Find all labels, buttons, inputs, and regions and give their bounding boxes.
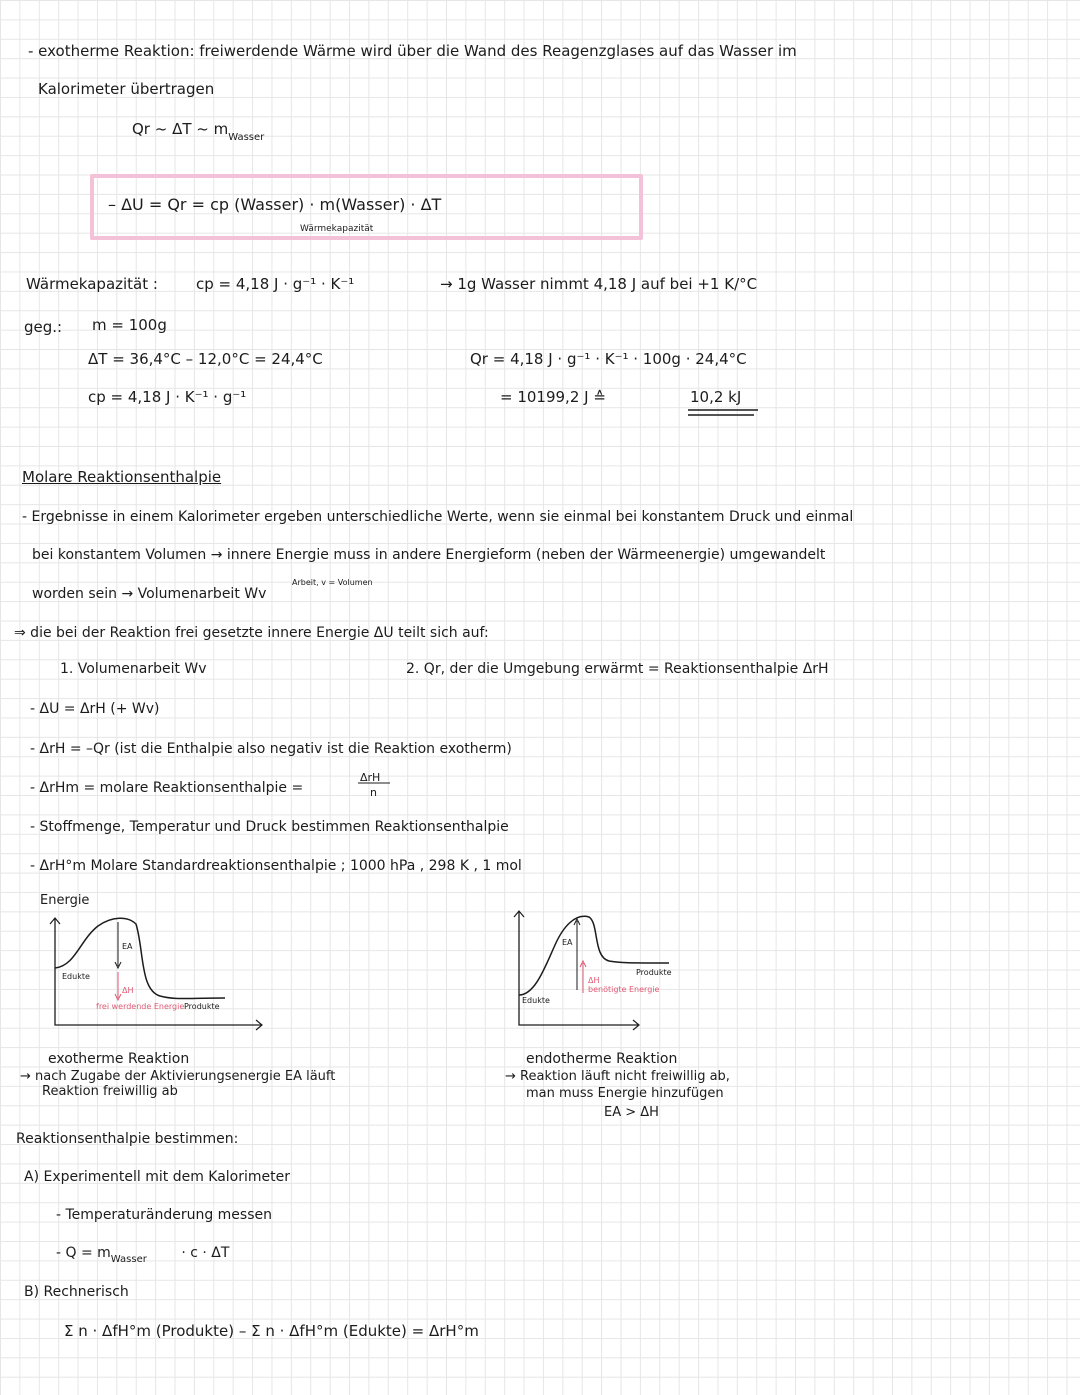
fraction-numerator: ΔrH — [360, 771, 381, 784]
exo-produkte-label: Produkte — [184, 1002, 220, 1011]
boxed-formula: – ΔU = Qr = cp (Wasser) · m(Wasser) · ΔT — [108, 195, 442, 214]
molar-line-3-note: Arbeit, v = Volumen — [292, 578, 373, 587]
determine-a2-rest: · c · ΔT — [181, 1245, 230, 1261]
cap-explanation: → 1g Wasser nimmt 4,18 J auf bei +1 K/°C — [440, 275, 758, 293]
exo-dh-note: frei werdende Energie — [96, 1002, 185, 1011]
determine-a1: - Temperaturänderung messen — [56, 1207, 272, 1223]
molar-line-2: bei konstantem Volumen → innere Energie muss in andere Energieform (neben der Wärmeenergie) umgewandelt — [32, 547, 826, 563]
endo-dh-note: benötigte Energie — [588, 985, 660, 994]
boxed-note: Wärmekapazität — [300, 224, 374, 234]
endo-dh-label: ΔH — [588, 976, 600, 985]
determine-a2-text: - Q = m — [56, 1245, 111, 1261]
given-delta-t: ΔT = 36,4°C – 12,0°C = 24,4°C — [88, 350, 323, 368]
molar-line-5a: 1. Volumenarbeit Wv — [60, 661, 207, 677]
endo-note-1: → Reaktion läuft nicht freiwillig ab, — [505, 1069, 730, 1084]
endo-ea-label: EA — [562, 938, 573, 947]
determine-a2 — [56, 1244, 229, 1264]
determine-b1: Σ n · ΔfH°m (Produkte) – Σ n · ΔfH°m (Edukte) = ΔrH°m — [64, 1322, 479, 1340]
fraction-denominator: n — [370, 786, 377, 799]
exo-curve — [55, 918, 225, 998]
given-mass: m = 100g — [92, 316, 167, 334]
proportionality-text: Qr ~ ΔT ~ m — [132, 120, 229, 138]
endo-diagram — [505, 905, 655, 1035]
cap-label: Wärmekapazität : — [26, 275, 158, 293]
line-kalorimeter: Kalorimeter übertragen — [38, 80, 215, 98]
proportionality — [132, 120, 264, 141]
calc-line-2: = 10199,2 J ≙ — [500, 388, 606, 406]
exo-caption: exotherme Reaktion — [48, 1051, 190, 1067]
molar-line-8: - ΔrHm = molare Reaktionsenthalpie = — [30, 780, 304, 796]
determine-heading: Reaktionsenthalpie bestimmen: — [16, 1131, 239, 1147]
molar-line-4: ⇒ die bei der Reaktion frei gesetzte innere Energie ΔU teilt sich auf: — [14, 625, 489, 641]
molar-line-9: - Stoffmenge, Temperatur und Druck bestimmen Reaktionsenthalpie — [30, 819, 509, 835]
endo-note-2: man muss Energie hinzufügen — [526, 1086, 724, 1101]
molar-heading: Molare Reaktionsenthalpie — [22, 468, 222, 486]
molar-line-5b: 2. Qr, der die Umgebung erwärmt = Reaktionsenthalpie ΔrH — [406, 661, 829, 677]
molar-line-10: - ΔrH°m Molare Standardreaktionsenthalpie ; 1000 hPa , 298 K , 1 mol — [30, 858, 522, 874]
determine-a2-sub: Wasser — [110, 1254, 147, 1265]
proportionality-sub: Wasser — [228, 132, 265, 143]
line-exotherm: - exotherme Reaktion: freiwerdende Wärme wird über die Wand des Reagenzglases auf das Wasser im — [28, 42, 797, 60]
molar-line-3: worden sein → Volumenarbeit Wv — [32, 586, 267, 602]
given-label: geg.: — [24, 318, 63, 336]
calc-result: 10,2 kJ — [690, 388, 742, 406]
exo-note-2: Reaktion freiwillig ab — [42, 1084, 178, 1099]
calc-line-1: Qr = 4,18 J · g⁻¹ · K⁻¹ · 100g · 24,4°C — [470, 350, 747, 368]
determine-a: A) Experimentell mit dem Kalorimeter — [24, 1169, 290, 1185]
cap-value: cp = 4,18 J · g⁻¹ · K⁻¹ — [196, 275, 355, 293]
endo-caption: endotherme Reaktion — [526, 1051, 678, 1067]
exo-y-label: Energie — [40, 893, 90, 908]
exo-edukte-label: Edukte — [62, 972, 90, 981]
endo-edukte-label: Edukte — [522, 996, 550, 1005]
molar-line-1: - Ergebnisse in einem Kalorimeter ergeben unterschiedliche Werte, wenn sie einmal bei konstantem Druck und einmal — [22, 509, 854, 525]
exo-dh-label: ΔH — [122, 986, 134, 995]
endo-note-3: EA > ΔH — [604, 1105, 659, 1120]
exo-note-1: → nach Zugabe der Aktivierungsenergie EA läuft — [20, 1069, 336, 1084]
exo-ea-label: EA — [122, 942, 133, 951]
given-cp: cp = 4,18 J · K⁻¹ · g⁻¹ — [88, 388, 247, 406]
determine-b: B) Rechnerisch — [24, 1284, 129, 1300]
molar-line-6: - ΔU = ΔrH (+ Wv) — [30, 701, 160, 717]
result-underline — [686, 408, 766, 418]
endo-produkte-label: Produkte — [636, 968, 672, 977]
molar-line-7: - ΔrH = –Qr (ist die Enthalpie also negativ ist die Reaktion exotherm) — [30, 741, 512, 757]
